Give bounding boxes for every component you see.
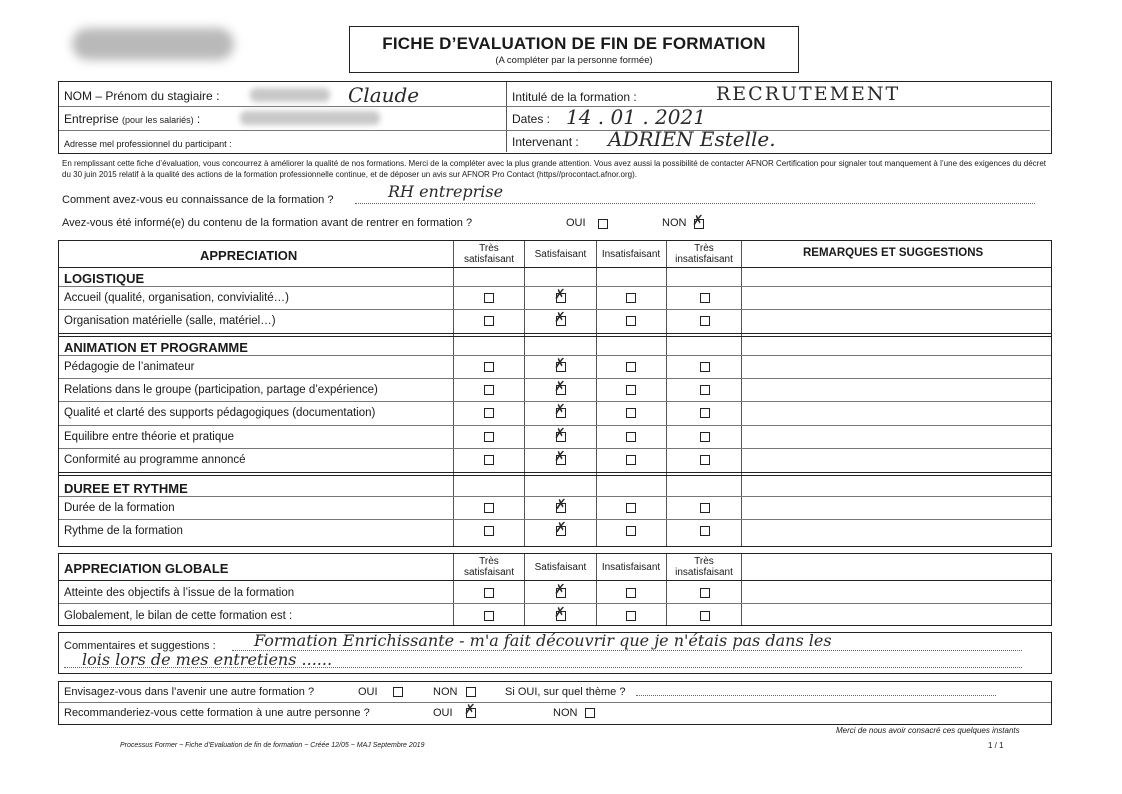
cb-qualite-3[interactable]	[626, 408, 636, 418]
page-title: FICHE D’EVALUATION DE FIN DE FORMATION	[382, 34, 766, 53]
cb-qualite-4[interactable]	[700, 408, 710, 418]
avenir-oui-checkbox[interactable]	[393, 687, 403, 697]
dates-label: Dates :	[512, 112, 551, 126]
avenir-theme-label: Si OUI, sur quel thème ?	[505, 686, 626, 698]
section-duree: DUREE ET RYTHME	[64, 481, 188, 496]
cb-accueil-4[interactable]	[700, 293, 710, 303]
avenir-label: Envisagez-vous dans l’avenir une autre formation ?	[64, 686, 315, 698]
page-subtitle: (A compléter par la personne formée)	[495, 55, 653, 66]
intitule-value[interactable]: RECRUTEMENT	[716, 83, 901, 105]
cb-conformite-1[interactable]	[484, 455, 494, 465]
tick-icon: ✗	[554, 310, 566, 326]
avenir-non-label: NON	[433, 686, 458, 698]
recommander-non-label: NON	[553, 707, 578, 719]
avenir-oui-label: OUI	[358, 686, 378, 698]
footer-process: Processus Former ~ Fiche d’Evaluation de fin de formation ~ Créée 12/05 ~ MAJ Septembre 2019	[120, 742, 425, 749]
commentaires-line2[interactable]: lois lors de mes entretiens ......	[82, 650, 333, 669]
appreciation-header: APPRECIATION	[200, 248, 298, 263]
cb-equilibre-3[interactable]	[626, 432, 636, 442]
globale-col-insatisfaisant: Insatisfaisant	[601, 562, 661, 573]
intitule-label: Intitulé de la formation :	[512, 90, 637, 104]
cb-bilan-1[interactable]	[484, 611, 494, 621]
row-pedagogie: Pédagogie de l’animateur	[64, 361, 195, 373]
row-equilibre: Equilibre entre théorie et pratique	[64, 431, 235, 443]
recommander-oui-label: OUI	[433, 707, 453, 719]
cb-rythme-3[interactable]	[626, 526, 636, 536]
cb-atteinte-3[interactable]	[626, 588, 636, 598]
tick-icon: ✗	[555, 520, 567, 536]
redacted-entreprise	[240, 111, 380, 125]
redacted-logo	[72, 28, 234, 60]
row-conformite: Conformité au programme annoncé	[64, 454, 246, 466]
cb-relations-4[interactable]	[700, 385, 710, 395]
row-atteinte: Atteinte des objectifs à l’issue de la formation	[64, 587, 295, 599]
cb-bilan-4[interactable]	[700, 611, 710, 621]
cb-pedagogie-4[interactable]	[700, 362, 710, 372]
cb-conformite-4[interactable]	[700, 455, 710, 465]
commentaires-line1[interactable]: Formation Enrichissante - m'a fait découvrir que je n'étais pas dans les	[254, 631, 832, 650]
cb-relations-1[interactable]	[484, 385, 494, 395]
cb-organisation-1[interactable]	[484, 316, 494, 326]
redacted-name	[250, 88, 330, 102]
tick-icon: ✗	[554, 379, 566, 395]
commentaires-label: Commentaires et suggestions :	[64, 640, 216, 652]
cb-rythme-4[interactable]	[700, 526, 710, 536]
cb-bilan-3[interactable]	[626, 611, 636, 621]
tick-icon: ✗	[554, 582, 566, 598]
row-bilan: Globalement, le bilan de cette formation est :	[64, 610, 293, 622]
row-accueil: Accueil (qualité, organisation, convivialité…)	[64, 292, 289, 304]
cb-organisation-3[interactable]	[626, 316, 636, 326]
nom-label: NOM – Prénom du stagiaire :	[64, 89, 220, 103]
cb-qualite-1[interactable]	[484, 408, 494, 418]
informe-oui-checkbox[interactable]	[598, 219, 608, 229]
recommander-non-checkbox[interactable]	[585, 708, 595, 718]
cb-rythme-1[interactable]	[484, 526, 494, 536]
cb-duree-1[interactable]	[484, 503, 494, 513]
tick-icon: ✗	[554, 402, 566, 418]
cb-conformite-3[interactable]	[626, 455, 636, 465]
col-satisfaisant: Satisfaisant	[534, 249, 587, 260]
remarques-header: REMARQUES ET SUGGESTIONS	[803, 247, 984, 259]
connaissance-value[interactable]: RH entreprise	[388, 182, 504, 201]
cb-atteinte-1[interactable]	[484, 588, 494, 598]
globale-title: APPRECIATION GLOBALE	[64, 561, 229, 576]
informe-label: Avez-vous été informé(e) du contenu de la formation avant de rentrer en formation ?	[62, 217, 473, 229]
connaissance-row: Comment avez-vous eu connaissance de la formation ?	[62, 194, 334, 206]
cb-duree-3[interactable]	[626, 503, 636, 513]
adresse-label: Adresse mel professionnel du participant :	[64, 139, 232, 149]
tick-icon: ✗	[554, 426, 566, 442]
section-animation: ANIMATION ET PROGRAMME	[64, 340, 248, 355]
cb-pedagogie-1[interactable]	[484, 362, 494, 372]
nom-value[interactable]: Claude	[348, 83, 420, 107]
tick-icon: ✗	[555, 497, 567, 513]
cb-equilibre-4[interactable]	[700, 432, 710, 442]
cb-pedagogie-3[interactable]	[626, 362, 636, 372]
tick-icon: ✗	[554, 449, 566, 465]
cb-equilibre-1[interactable]	[484, 432, 494, 442]
cb-atteinte-4[interactable]	[700, 588, 710, 598]
row-duree: Durée de la formation	[64, 502, 175, 514]
entreprise-label: Entreprise (pour les salariés) :	[64, 112, 201, 126]
col-tres-satisfaisant: Très satisfaisant	[463, 243, 515, 265]
cb-organisation-4[interactable]	[700, 316, 710, 326]
row-rythme: Rythme de la formation	[64, 525, 183, 537]
informe-oui-label: OUI	[566, 217, 586, 229]
recommander-oui-tick-icon: ✗	[464, 702, 476, 718]
row-organisation: Organisation matérielle (salle, matériel…)	[64, 315, 276, 327]
globale-col-tres-satisfaisant: Très satisfaisant	[463, 556, 515, 578]
tick-icon: ✗	[554, 356, 566, 372]
dates-value[interactable]: 14 . 01 . 2021	[566, 105, 706, 129]
avenir-non-checkbox[interactable]	[466, 687, 476, 697]
tick-icon: ✗	[554, 287, 566, 303]
col-tres-insatisfaisant: Très insatisfaisant	[675, 243, 733, 265]
informe-non-label: NON	[662, 217, 687, 229]
cb-duree-4[interactable]	[700, 503, 710, 513]
globale-col-tres-insatisfaisant: Très insatisfaisant	[675, 556, 733, 578]
title-box	[349, 26, 799, 73]
recommander-label: Recommanderiez-vous cette formation à une autre personne ?	[64, 707, 370, 719]
intervenant-value[interactable]: ADRIEN Estelle.	[608, 127, 776, 151]
globale-col-satisfaisant: Satisfaisant	[534, 562, 587, 573]
page-number: 1 / 1	[988, 741, 1004, 750]
cb-relations-3[interactable]	[626, 385, 636, 395]
tick-icon: ✗	[554, 605, 566, 621]
cb-accueil-1[interactable]	[484, 293, 494, 303]
row-relations: Relations dans le groupe (participation, partage d’expérience)	[64, 384, 378, 396]
intro-paragraph: En remplissant cette fiche d’évaluation, vous concourrez à améliorer la qualité de nos formations. Merci de la compléter avec la plus grande attention. Vous avez aussi la possibilité de contacter AFNOR Certification pour signaler tout manquement à l’une des exigences du décret du 30 juin 2015 relatif à la qualité des actions de la formation professionnelle continue, et de déposer un avis sur AFNOR Pro Contact (https//procontact.afnor.org).	[62, 159, 1046, 179]
informe-non-tick-icon: ✗	[692, 213, 704, 229]
col-insatisfaisant: Insatisfaisant	[601, 249, 661, 260]
cb-accueil-3[interactable]	[626, 293, 636, 303]
merci-text: Merci de nous avoir consacré ces quelques instants	[836, 726, 1020, 735]
row-qualite: Qualité et clarté des supports pédagogiques (documentation)	[64, 407, 376, 419]
intervenant-label: Intervenant :	[512, 135, 579, 149]
section-logistique: LOGISTIQUE	[64, 271, 145, 286]
